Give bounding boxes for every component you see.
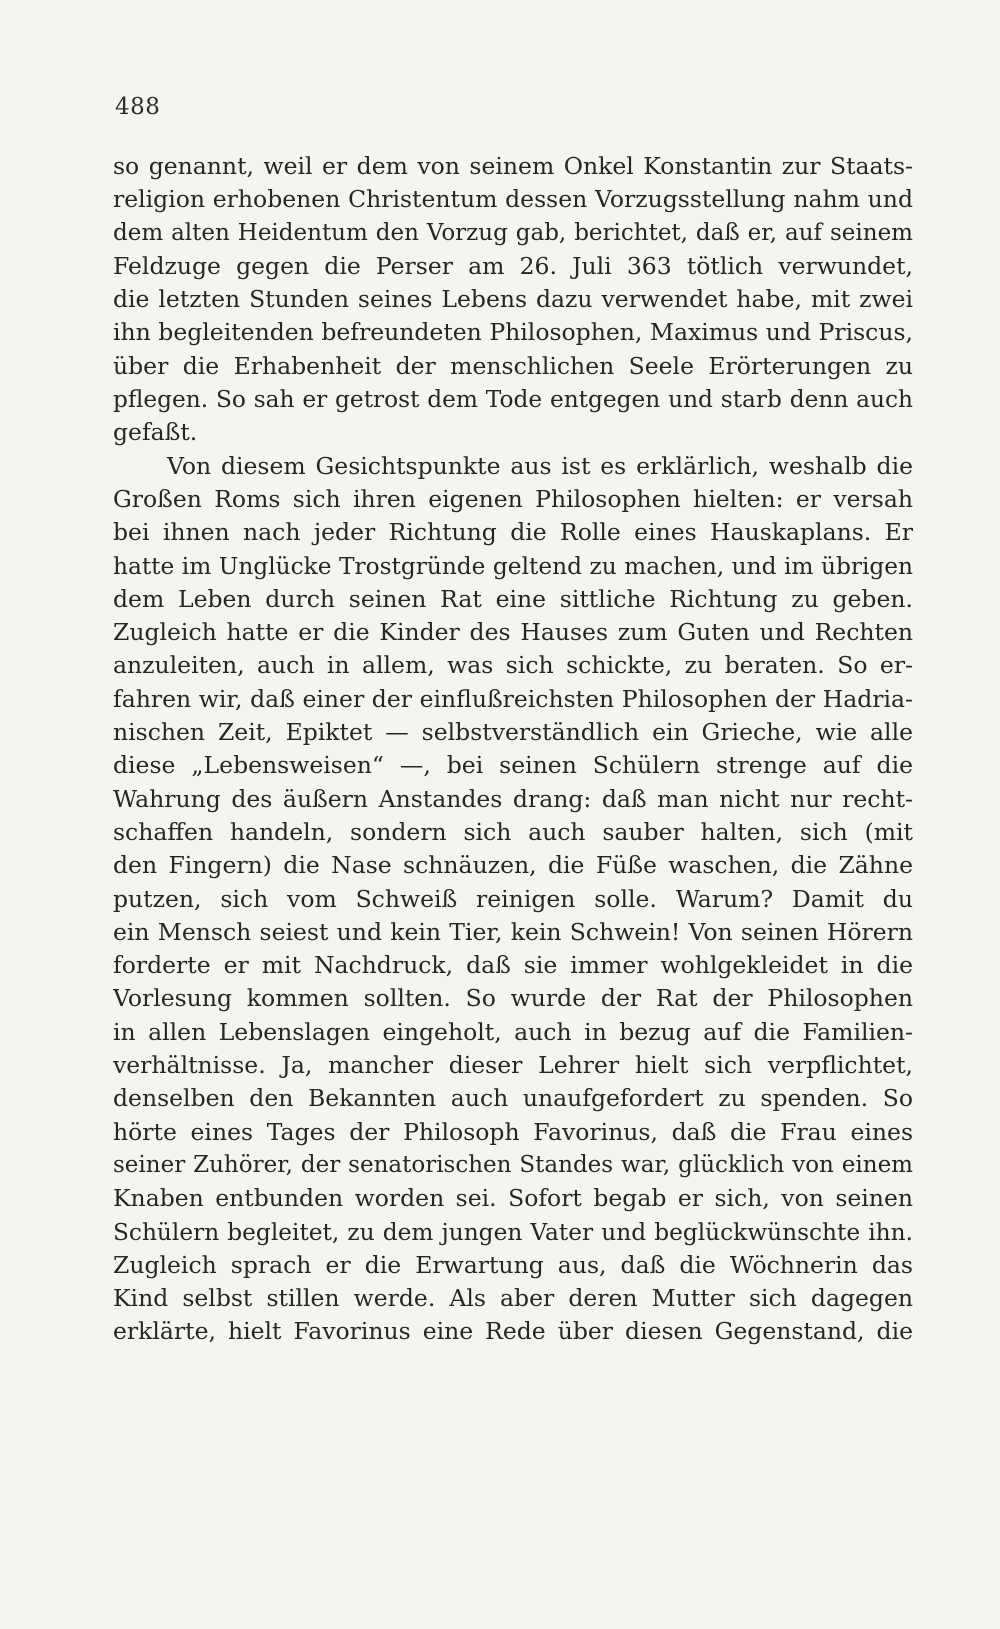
text-line: pflegen. So sah er getrost dem Tode entgegen und starb denn auch xyxy=(113,386,913,414)
text-line: die letzten Stunden seines Lebens dazu verwendet habe, mit zwei xyxy=(113,285,913,314)
text-line: so genannt, weil er dem von seinem Onkel Konstantin zur Staats- xyxy=(113,152,913,180)
text-line: den Fingern) die Nase schnäuzen, die Füße waschen, die Zähne xyxy=(113,851,913,880)
text-line: erklärte, hielt Favorinus eine Rede über diesen Gegenstand, die xyxy=(113,1317,913,1346)
body-text xyxy=(113,150,913,1349)
text-line: über die Erhabenheit der menschlichen Seele Erörterungen zu xyxy=(113,351,913,380)
text-line: ein Mensch seiest und kein Tier, kein Schwein! Von seinen Hörern xyxy=(113,917,913,946)
text-line: fahren wir, daß einer der einflußreichsten Philosophen der Hadria- xyxy=(113,684,913,713)
text-line: Wahrung des äußern Anstandes drang: daß man nicht nur recht- xyxy=(113,784,913,813)
text-line: Feldzuge gegen die Perser am 26. Juli 363 tötlich verwundet, xyxy=(113,251,913,280)
page-number: 488 xyxy=(115,94,161,120)
text-line: anzuleiten, auch in allem, was sich schickte, zu beraten. So er- xyxy=(113,651,913,680)
text-line: Großen Roms sich ihren eigenen Philosophen hielten: er versah xyxy=(113,484,913,513)
text-line: gefaßt. xyxy=(113,418,198,447)
text-line: religion erhobenen Christentum dessen Vorzugsstellung nahm und xyxy=(113,185,913,214)
text-line: dem alten Heidentum den Vorzug gab, berichtet, daß er, auf seinem xyxy=(113,219,913,246)
text-line: bei ihnen nach jeder Richtung die Rolle eines Hauskaplans. Er xyxy=(113,518,913,547)
text-line: Zugleich sprach er die Erwartung aus, daß die Wöchnerin das xyxy=(113,1250,913,1279)
text-line: ihn begleitenden befreundeten Philosophen, Maximus und Priscus, xyxy=(113,318,913,347)
text-line: Schülern begleitet, zu dem jungen Vater und beglückwünschte ihn. xyxy=(113,1218,913,1246)
text-line: putzen, sich vom Schweiß reinigen solle. Warum? Damit du xyxy=(113,884,913,913)
text-line: hatte im Unglücke Trostgründe geltend zu machen, und im übrigen xyxy=(113,552,913,580)
text-line: Von diesem Gesichtspunkte aus ist es erklärlich, weshalb die xyxy=(167,451,913,480)
text-line: denselben den Bekannten auch unaufgefordert zu spenden. So xyxy=(113,1084,913,1113)
text-line: verhältnisse. Ja, mancher dieser Lehrer hielt sich verpflichtet, xyxy=(113,1051,913,1080)
text-line: schaffen handeln, sondern sich auch sauber halten, sich (mit xyxy=(113,817,913,846)
text-line: nischen Zeit, Epiktet — selbstverständlich ein Grieche, wie alle xyxy=(113,718,913,747)
text-line: Knaben entbunden worden sei. Sofort begab er sich, von seinen xyxy=(113,1184,913,1213)
text-line: dem Leben durch seinen Rat eine sittliche Richtung zu geben. xyxy=(113,584,913,613)
text-line: diese „Lebensweisen“ —, bei seinen Schülern strenge auf die xyxy=(113,751,913,780)
text-line: Zugleich hatte er die Kinder des Hauses zum Guten und Rechten xyxy=(113,618,913,647)
text-line: Vorlesung kommen sollten. So wurde der Rat der Philosophen xyxy=(113,984,913,1013)
text-line: hörte eines Tages der Philosoph Favorinus, daß die Frau eines xyxy=(113,1117,913,1146)
text-line: in allen Lebenslagen eingeholt, auch in bezug auf die Familien- xyxy=(113,1017,913,1046)
text-line: seiner Zuhörer, der senatorischen Standes war, glücklich von einem xyxy=(113,1151,913,1178)
text-line: forderte er mit Nachdruck, daß sie immer wohlgekleidet in die xyxy=(113,951,913,980)
text-line: Kind selbst stillen werde. Als aber deren Mutter sich dagegen xyxy=(113,1284,913,1313)
